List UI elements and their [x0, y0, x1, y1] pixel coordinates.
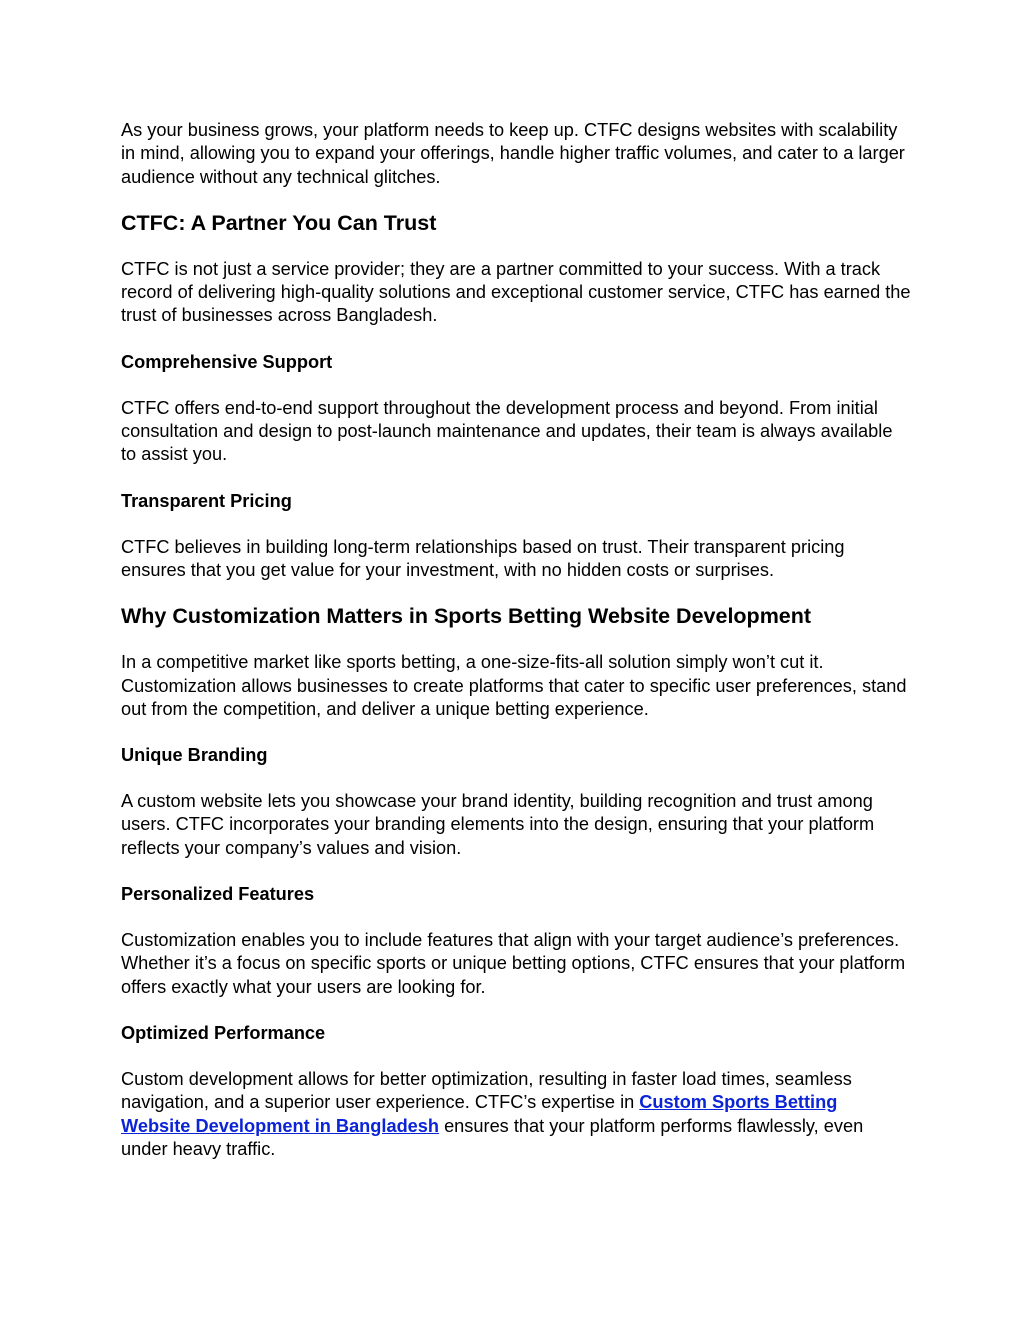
document-page	[121, 119, 911, 1161]
performance-text-before: Custom development allows for better optimization, resulting in faster load times, seamless navigation, and a superior user experience. CTFC’s expertise in	[121, 1068, 852, 1113]
support-heading: Comprehensive Support	[121, 351, 333, 372]
support-paragraph: CTFC offers end-to-end support throughout the development process and beyond. From initial consultation and design to post-launch maintenance and updates, their team is always available to assist you.	[121, 397, 893, 465]
branding-heading: Unique Branding	[121, 745, 268, 766]
partner-heading: CTFC: A Partner You Can Trust	[121, 210, 437, 235]
features-heading: Personalized Features	[121, 884, 315, 905]
customization-heading: Why Customization Matters in Sports Betting Website Development	[121, 604, 812, 629]
branding-paragraph: A custom website lets you showcase your brand identity, building recognition and trust among users. CTFC incorporates your branding elements into the design, ensuring that your platform reflects your company’s values and vision.	[121, 791, 875, 858]
performance-paragraph	[121, 1068, 911, 1161]
custom-sports-betting-link[interactable]: Custom Sports Betting Website Development in Bangladesh	[121, 1092, 838, 1136]
intro-paragraph: As your business grows, your platform needs to keep up. CTFC designs websites with scalability in mind, allowing you to expand your offerings, handle higher traffic volumes, and cater to a larger audience without any technical glitches.	[121, 120, 905, 187]
pricing-paragraph: CTFC believes in building long-term relationships based on trust. Their transparent pricing ensures that you get value for your investment, with no hidden costs or surprises.	[121, 536, 845, 580]
customization-paragraph: In a competitive market like sports betting, a one-size-fits-all solution simply won’t cut it. Customization allows businesses to create platforms that cater to specific user preferences, stand out from the competition, and deliver a unique betting experience.	[121, 652, 907, 719]
partner-paragraph: CTFC is not just a service provider; they are a partner committed to your success. With a track record of delivering high-quality solutions and exceptional customer service, CTFC has earned the trust of businesses across Bangladesh.	[121, 258, 911, 326]
performance-heading: Optimized Performance	[121, 1022, 326, 1043]
performance-text-after: ensures that your platform performs flawlessly, even under heavy traffic.	[121, 1115, 864, 1159]
pricing-heading: Transparent Pricing	[121, 490, 292, 511]
features-paragraph: Customization enables you to include features that align with your target audience’s preferences. Whether it’s a focus on specific sports or unique betting options, CTFC ensures that your platform offers exactly what your users are looking for.	[121, 930, 906, 997]
